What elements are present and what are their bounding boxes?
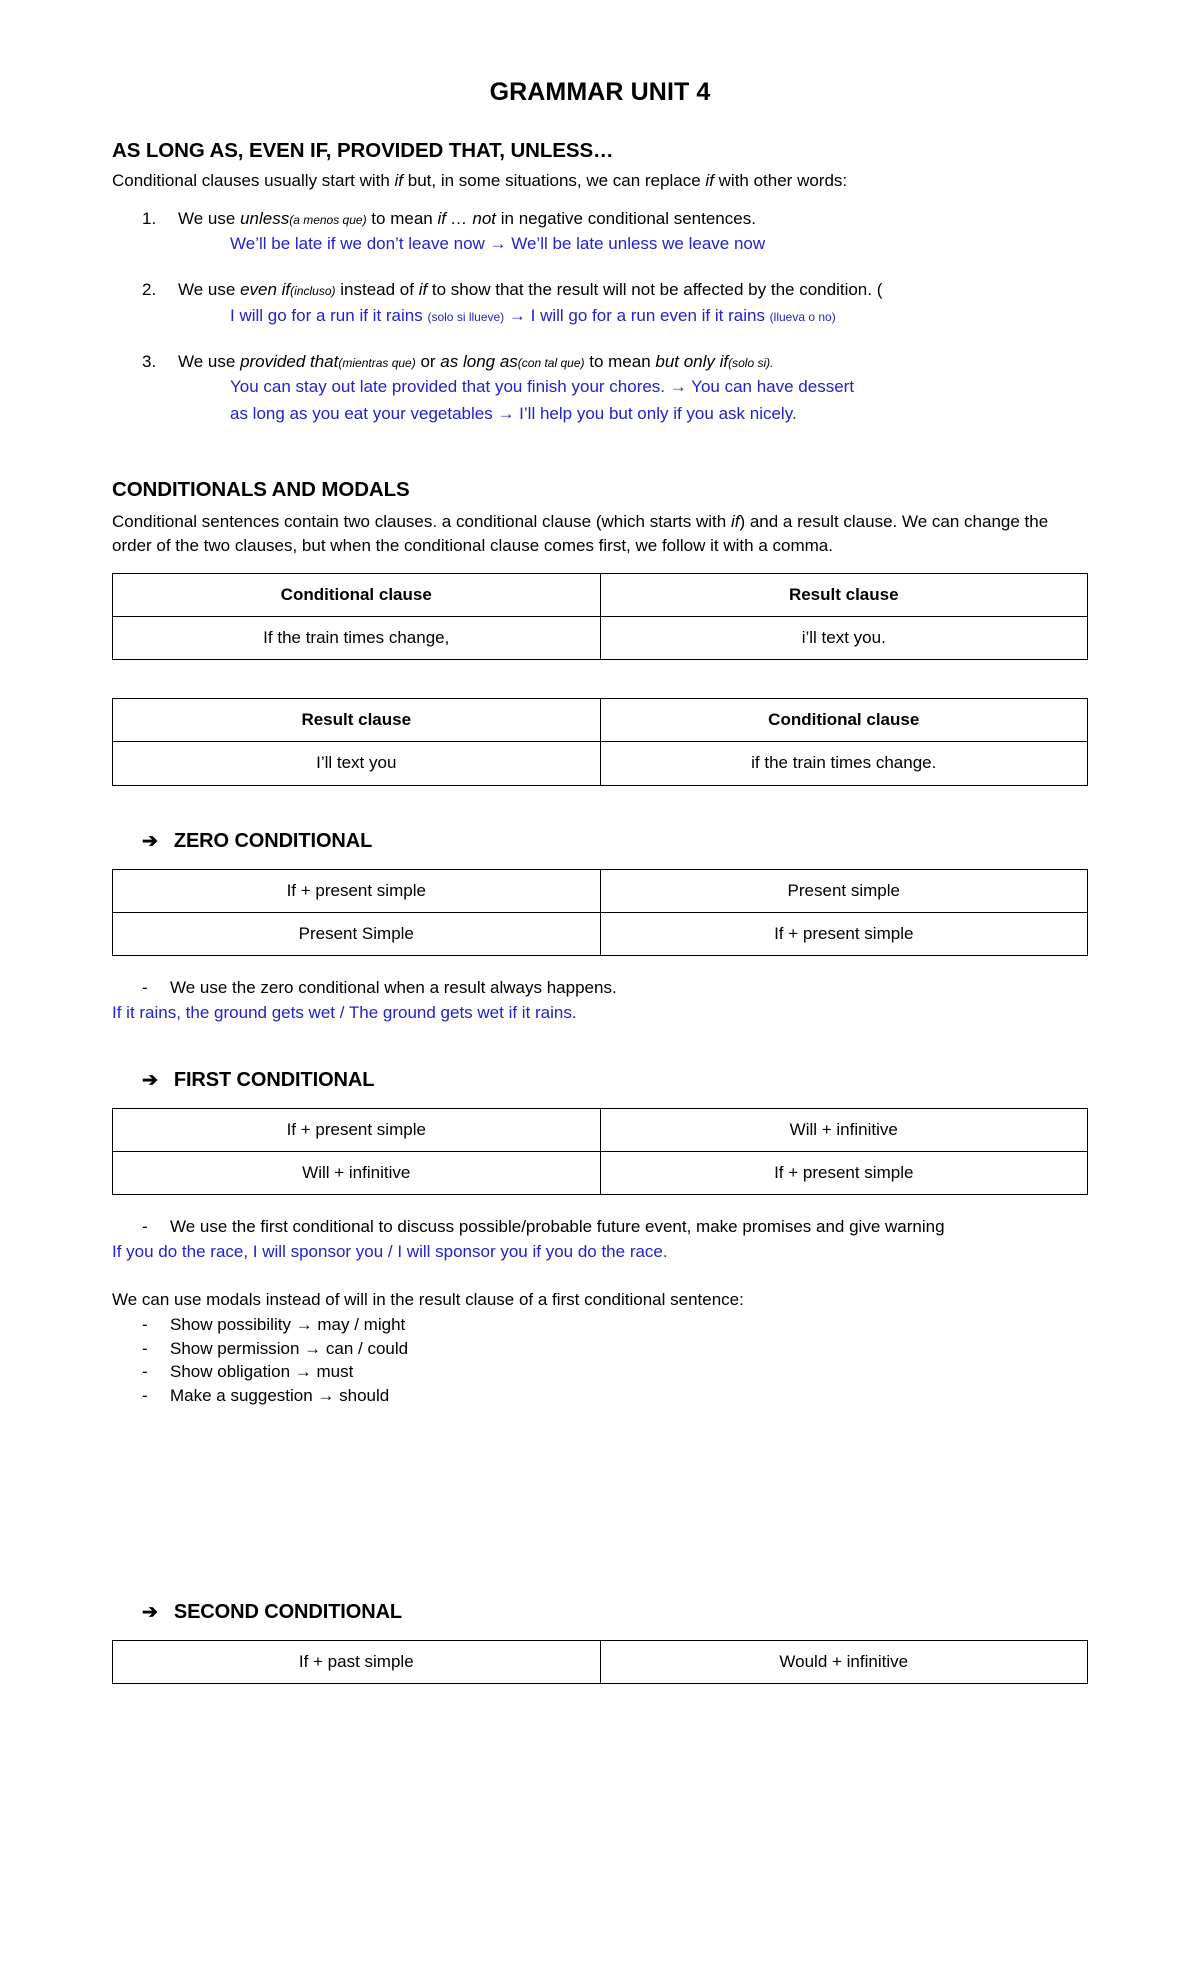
rule1-example: We’ll be late if we don’t leave now → We’ll be late unless we leave now	[230, 234, 766, 254]
table-row	[113, 699, 1088, 742]
intro-if-2: if	[705, 171, 714, 191]
table-row	[113, 912, 1088, 955]
table-header-result-clause: Result clause	[600, 574, 1088, 617]
rule2-example-gloss-a: (solo si llueve)	[427, 309, 505, 324]
first-conditional-table	[112, 1108, 1088, 1195]
list-item: - Show permission → can / could	[112, 1337, 1088, 1360]
heading-first-conditional-label: FIRST CONDITIONAL	[173, 1068, 375, 1091]
arrow-right-icon: ➔	[142, 830, 158, 852]
clause-order-table-two	[112, 698, 1088, 785]
connector-rules-list	[112, 207, 1088, 426]
section-heading-conditionals-modals: CONDITIONALS AND MODALS	[112, 477, 410, 501]
table-header-conditional-clause: Conditional clause	[113, 574, 601, 617]
heading-zero-conditional-label: ZERO CONDITIONAL	[173, 829, 373, 852]
rule2-term2: if	[418, 280, 428, 300]
table-cell-result-example: I’ll text you	[113, 742, 601, 785]
second-cell-would-infinitive: Would + infinitive	[600, 1640, 1088, 1683]
first-cell-if-present-simple-2: If + present simple	[600, 1151, 1088, 1194]
second-conditional-table	[112, 1640, 1088, 1684]
modals-intro-if: if	[730, 512, 740, 532]
rule2-term: even if	[240, 280, 291, 300]
rule2-example-b: → I will go for a run even if it rains	[504, 305, 770, 325]
table-header-conditional-clause: Conditional clause	[600, 699, 1088, 742]
connectors-intro-paragraph	[112, 169, 1088, 192]
heading-first-conditional	[142, 1069, 1088, 1092]
arrow-right-icon: ➔	[142, 1069, 158, 1091]
rule3-text-c: to mean	[584, 351, 656, 371]
list-item: - Make a suggestion → should	[112, 1384, 1088, 1407]
section-spacer	[112, 1407, 1088, 1557]
rule1-gloss: (a menos que)	[289, 212, 367, 227]
second-cell-if-past-simple: If + past simple	[113, 1640, 601, 1683]
intro-text-b: but, in some situations, we can replace	[403, 171, 706, 191]
zero-conditional-note: - We use the zero conditional when a result always happens.	[112, 976, 1088, 999]
table-cell-result-example: i’ll text you.	[600, 617, 1088, 660]
heading-zero-conditional	[142, 830, 1088, 853]
rule2-example-gloss-b: (llueva o no)	[769, 309, 836, 324]
table-row	[113, 1151, 1088, 1194]
rule3-gloss: (mientras que)	[338, 355, 416, 370]
modals-intro-a: Conditional sentences contain two clauses. a conditional clause (which starts with	[112, 512, 731, 532]
table-row	[113, 617, 1088, 660]
zero-cell-present-simple-2: Present Simple	[113, 912, 601, 955]
rule3-term: provided that	[240, 351, 339, 371]
modal-usage-list	[112, 1313, 1088, 1407]
heading-second-conditional	[142, 1601, 1088, 1624]
table-cell-conditional-example: if the train times change.	[600, 742, 1088, 785]
rule-item-provided-that	[178, 350, 1088, 426]
zero-conditional-example: If it rains, the ground gets wet / The ground gets wet if it rains.	[112, 1003, 577, 1023]
table-row	[113, 574, 1088, 617]
section-heading-connectors: AS LONG AS, EVEN IF, PROVIDED THAT, UNLESS…	[112, 138, 614, 162]
rule3-term3: but only if	[655, 351, 729, 371]
rule1-term: unless	[240, 208, 290, 228]
rule3-text-a: We use	[178, 351, 241, 371]
rule3-gloss2: (con tal que)	[517, 355, 585, 370]
clause-order-table-one	[112, 573, 1088, 660]
rule2-example-a: I will go for a run if it rains	[230, 305, 428, 325]
zero-cell-if-present-simple: If + present simple	[113, 869, 601, 912]
rule2-gloss: (incluso)	[290, 284, 336, 299]
rule-item-even-if	[178, 278, 1088, 328]
rule3-example-line-2: as long as you eat your vegetables → I’ll help you but only if you ask nicely.	[230, 403, 797, 423]
intro-if-1: if	[394, 171, 404, 191]
rule3-text-b: or	[415, 351, 441, 371]
table-row	[113, 1640, 1088, 1683]
table-row	[113, 742, 1088, 785]
rule1-term2: if … not	[437, 208, 497, 228]
rule1-text-a: We use	[178, 208, 241, 228]
modal-usage-intro: We can use modals instead of will in the result clause of a first conditional sentence:	[112, 1289, 744, 1309]
conditionals-modals-paragraph	[112, 510, 1088, 557]
first-conditional-example: If you do the race, I will sponsor you / I will sponsor you if you do the race.	[112, 1242, 668, 1262]
zero-conditional-table	[112, 869, 1088, 956]
rule1-text-b: to mean	[366, 208, 438, 228]
heading-second-conditional-label: SECOND CONDITIONAL	[173, 1600, 403, 1623]
zero-conditional-notes	[112, 976, 1088, 999]
first-cell-will-infinitive-2: Will + infinitive	[113, 1151, 601, 1194]
first-cell-will-infinitive: Will + infinitive	[600, 1108, 1088, 1151]
first-conditional-notes	[112, 1215, 1088, 1238]
modals-intro-b: ) and a result clause. We can change the order of the two clauses, but when the conditional clause comes first, we follow it with a comma.	[112, 512, 1049, 555]
table-cell-conditional-example: If the train times change,	[113, 617, 601, 660]
arrow-right-icon: ➔	[142, 1601, 158, 1623]
zero-cell-if-present-simple-2: If + present simple	[600, 912, 1088, 955]
list-item: - Show possibility → may / might	[112, 1313, 1088, 1336]
rule2-text-a: We use	[178, 280, 241, 300]
rule2-text-c: to show that the result will not be affected by the condition. (	[427, 280, 883, 300]
table-spacer	[112, 660, 1088, 682]
rule3-gloss3: (solo si).	[728, 355, 774, 370]
zero-cell-present-simple: Present simple	[600, 869, 1088, 912]
rule3-term2: as long as	[440, 351, 518, 371]
intro-text-a: Conditional clauses usually start with	[112, 171, 395, 191]
rule3-example-line-1: You can stay out late provided that you finish your chores. → You can have dessert	[230, 377, 855, 397]
page-title: GRAMMAR UNIT 4	[489, 78, 711, 106]
table-row	[113, 869, 1088, 912]
rule2-example	[178, 304, 1088, 328]
rule-item-unless	[178, 207, 1088, 257]
list-item: - Show obligation → must	[112, 1360, 1088, 1383]
rule2-text-b: instead of	[335, 280, 419, 300]
rule1-text-c: in negative conditional sentences.	[496, 208, 756, 228]
table-header-result-clause: Result clause	[113, 699, 601, 742]
table-row	[113, 1108, 1088, 1151]
first-cell-if-present-simple: If + present simple	[113, 1108, 601, 1151]
intro-text-c: with other words:	[713, 171, 848, 191]
first-conditional-note: - We use the first conditional to discuss possible/probable future event, make promises and give warning	[112, 1215, 1088, 1238]
